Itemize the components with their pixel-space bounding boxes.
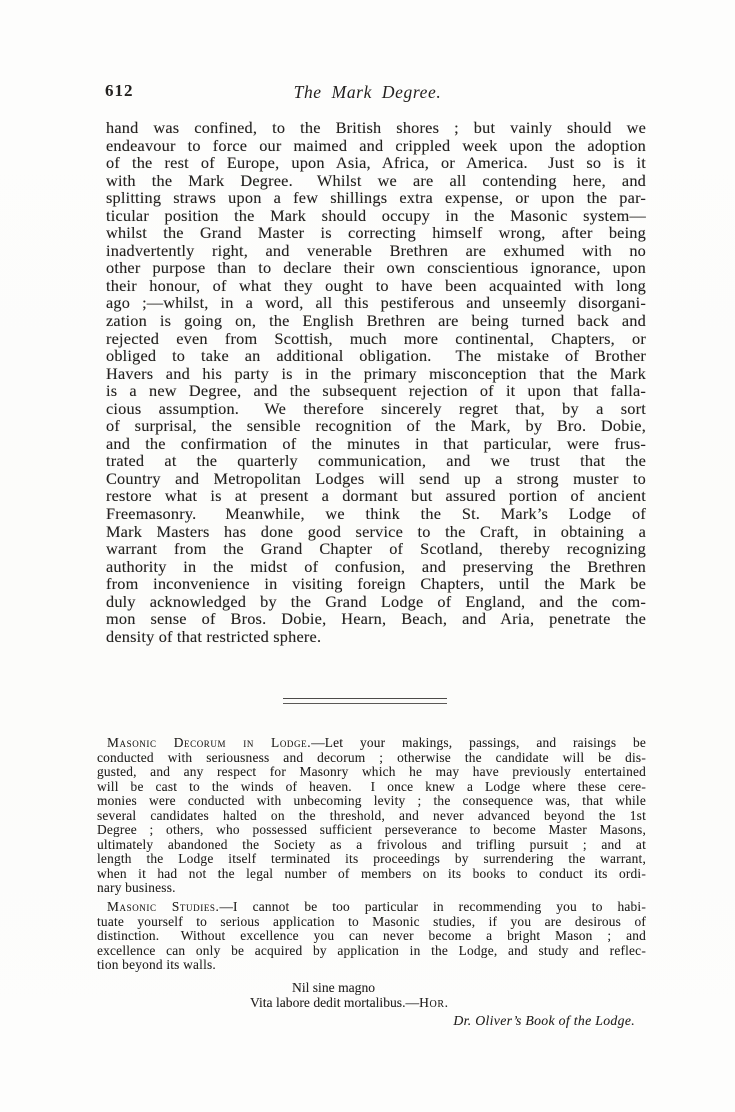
text-line: ticular position the Mark should occupy in the Masonic system— xyxy=(106,205,646,225)
verse-author: Hor. xyxy=(419,994,449,1010)
text-line: authority in the midst of confusion, and preserving the Brethren xyxy=(106,556,646,576)
text-line: conducted with seriousness and decorum ; otherwise the candidate will be dis- xyxy=(97,749,646,765)
text-line: mon sense of Bros. Dobie, Hearn, Beach, and Aria, penetrate the xyxy=(106,609,646,629)
text-line: zation is going on, the English Brethren are being turned back and xyxy=(106,311,646,331)
text-line xyxy=(97,736,646,751)
text-line: from inconvenience in visiting foreign Chapters, until the Mark be xyxy=(106,574,646,594)
text-line: Freemasonry. Meanwhile, we think the St. Mark’s Lodge of xyxy=(106,504,646,524)
note-lines xyxy=(97,915,646,973)
text-line: and the confirmation of the minutes in that particular, were frus- xyxy=(106,433,646,453)
text-line: Degree ; others, who possessed sufficient perseverance to become Master Masons, xyxy=(97,822,646,838)
text-line: inadvertently right, and venerable Brethren are exhumed with no xyxy=(106,240,646,260)
text-line: nary business. xyxy=(97,880,176,896)
text-line: cious assumption. We therefore sincerely regret that, by a sort xyxy=(106,398,646,418)
running-title: The Mark Degree. xyxy=(293,82,442,102)
verse-line xyxy=(250,996,449,1011)
text-line: distinction. Without excellence you can never become a bright Mason ; and xyxy=(97,928,646,944)
text-line: whilst the Grand Master is correcting himself wrong, after being xyxy=(106,223,646,243)
text-line: other purpose than to declare their own conscientious ignorance, upon xyxy=(106,258,646,278)
text-line: when it had not the legal number of members on its books to conduct its ordi- xyxy=(97,865,646,881)
text-line: hand was confined, to the British shores ; but vainly should we xyxy=(106,118,646,137)
note-heading: Masonic Decorum in Lodge. xyxy=(107,735,312,750)
source-attribution: Dr. Oliver’s Book of the Lodge. xyxy=(453,1013,635,1028)
text-line: several candidates halted on the threshold, and never advanced beyond the 1st xyxy=(97,807,646,823)
text-line: Country and Metropolitan Lodges will send up a strong muster to xyxy=(106,468,646,488)
section-divider-rule xyxy=(283,698,447,704)
text-line: with the Mark Degree. Whilst we are all contending here, and xyxy=(106,170,646,190)
verse-quote xyxy=(250,981,449,1010)
text-line: ultimately abandoned the Society as a frivolous and trifling pursuit ; and at xyxy=(97,836,646,852)
text-line: restore what is at present a dormant but assured portion of ancient xyxy=(106,486,646,506)
text-line: endeavour to force our maimed and crippled week upon the adoption xyxy=(106,135,646,155)
text-line: duly acknowledged by the Grand Lodge of England, and the com- xyxy=(106,591,646,611)
text-line: density of that restricted sphere. xyxy=(106,626,322,646)
text-line: monies were conducted with unbecoming levity ; the consequence was, that while xyxy=(97,793,646,809)
text-line: length the Lodge itself terminated its proceedings by surrendering the warrant, xyxy=(97,851,646,867)
note-heading: Masonic Studies. xyxy=(107,899,220,914)
note-first-line-text: —I cannot be too particular in recommending you to habi- xyxy=(219,899,646,914)
text-line: rejected even from Scottish, much more continental, Chapters, or xyxy=(106,328,646,348)
note-masonic-studies xyxy=(97,900,646,973)
text-line: excellence can only be acquired by application in the Lodge, and study and reflec- xyxy=(97,942,646,958)
text-line: warrant from the Grand Chapter of Scotland, thereby recognizing xyxy=(106,539,646,559)
text-line: ago ;—whilst, in a word, all this pestiferous and unseemly disorgani- xyxy=(106,293,646,313)
page-number: 612 xyxy=(105,81,134,100)
text-line: their honour, of what they ought to have been acquainted with long xyxy=(106,275,646,295)
article-body xyxy=(106,119,646,645)
text-line: Mark Masters has done good service to the Craft, in obtaining a xyxy=(106,521,646,541)
text-line: obliged to take an additional obligation. The mistake of Brother xyxy=(106,346,646,366)
text-line: of the rest of Europe, upon Asia, Africa, or America. Just so is it xyxy=(106,153,646,173)
verse-line-text: Vita labore dedit mortalibus.— xyxy=(250,994,420,1010)
text-line: of surprisal, the sensible recognition of the Mark, by Bro. Dobie, xyxy=(106,416,646,436)
text-line: gusted, and any respect for Masonry which he may have previously entertained xyxy=(97,764,646,780)
text-line: splitting straws upon a few shillings extra expense, or upon the par- xyxy=(106,188,646,208)
verse-line: Nil sine magno xyxy=(292,980,376,995)
note-lines xyxy=(97,751,646,896)
text-line: will be cast to the winds of heaven. I once knew a Lodge where these cere- xyxy=(97,778,646,794)
text-line: is a new Degree, and the subsequent rejection of it upon that falla- xyxy=(106,381,646,401)
text-line: tion beyond its walls. xyxy=(97,957,216,973)
text-line xyxy=(97,900,646,915)
text-line: tuate yourself to serious application to Masonic studies, if you are desirous of xyxy=(97,913,646,929)
text-line: Havers and his party is in the primary misconception that the Mark xyxy=(106,363,646,383)
note-masonic-decorum xyxy=(97,736,646,896)
text-line: trated at the quarterly communication, and we trust that the xyxy=(106,451,646,471)
note-first-line-text: —Let your makings, passings, and raisings be xyxy=(311,735,646,750)
